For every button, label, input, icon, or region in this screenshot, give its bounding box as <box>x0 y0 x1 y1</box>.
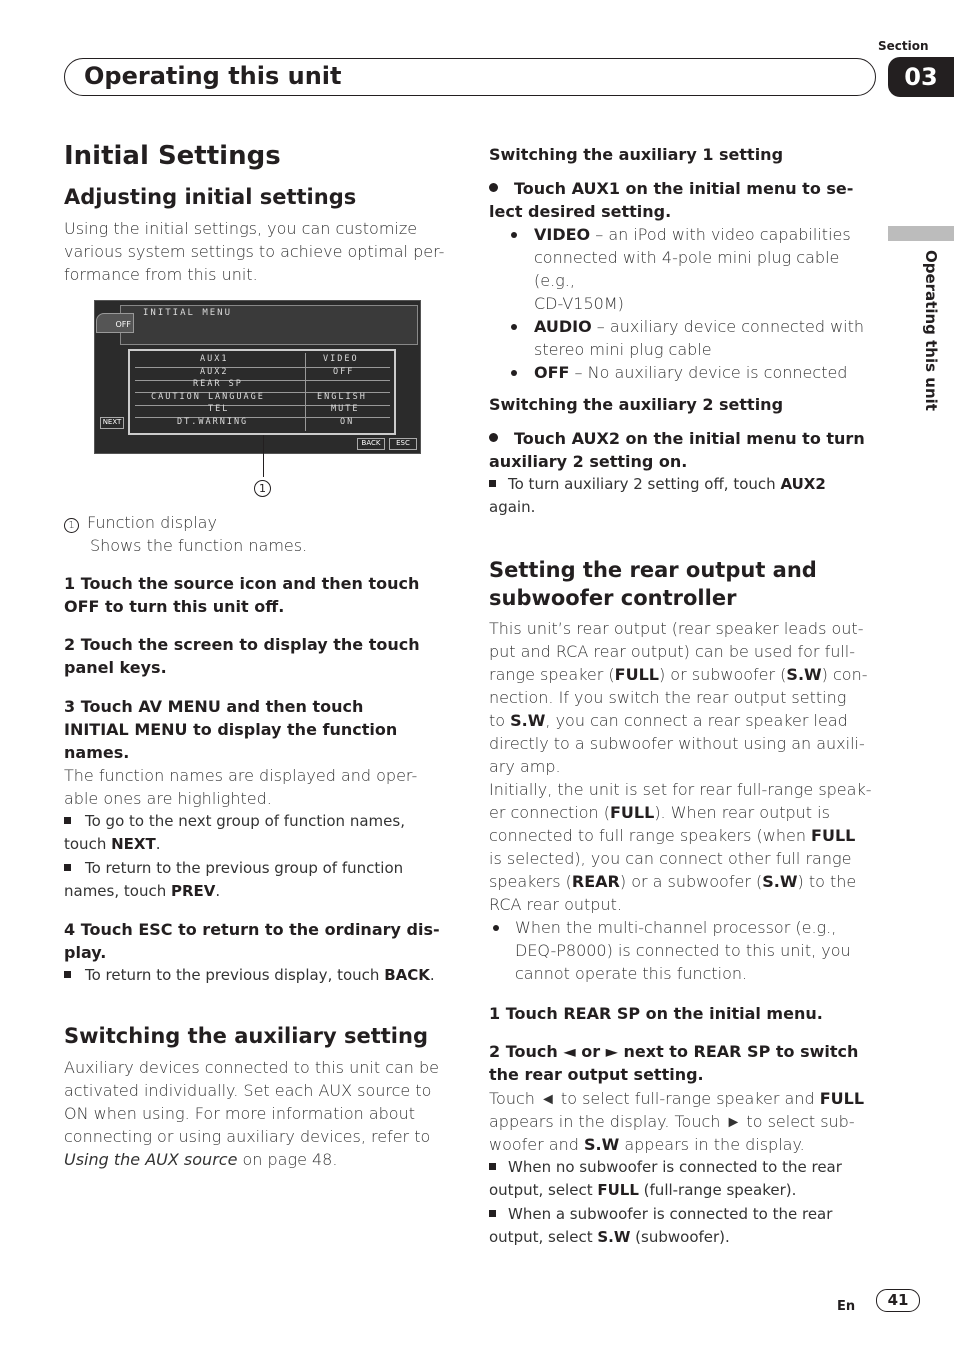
screen-title: INITIAL MENU <box>143 308 233 318</box>
screen-row: DT.WARNING ON <box>177 417 355 427</box>
rear-paragraph: This unit’s rear output (rear speaker leads out- put and RCA rear output) can be used for full- range speaker (FULL) or subwoofer (S.W) con- nection. If you switch the rear output setting to S.W, you can connect a rear speaker lead directly to a subwoofer without using an auxili- ary amp. Initially, the unit is set for rear full-range speak- er connection (FULL). When rear output is connected to full range speakers (when FULL is selected), you can connect other full range speakers (REAR) or a subwoofer (S.W) to the RCA rear output. When the multi-channel processor (e.g., DEQ-P8000) is connected to this unit, you cannot operate this function. <box>489 619 872 983</box>
callout-marker: 1 <box>254 477 271 497</box>
aux1-options: VIDEO – an iPod with video capabilities connected with 4-pole mini plug cable (e.g., CD-V150M) AUDIO – auxiliary device connected with stereo mini plug cable OFF – No auxiliary device is connected <box>489 223 879 384</box>
note-back: To return to the previous display, touch BACK. <box>64 964 454 987</box>
note-no-subwoofer: When no subwoofer is connected to the rear output, select FULL (full-range speaker). <box>489 1158 842 1199</box>
intro-paragraph: Using the initial settings, you can customize various system settings to achieve optimal per- formance from this unit. <box>64 219 445 284</box>
screen-row: AUX2 OFF <box>200 367 355 377</box>
aux2-step: Touch AUX2 on the initial menu to turn auxiliary 2 setting on. <box>489 429 865 471</box>
step-3: 3 Touch AV MENU and then touch INITIAL MENU to display the function names. <box>64 697 398 762</box>
footer-language: En <box>837 1299 856 1314</box>
aux2-note: To turn auxiliary 2 setting off, touch AUX2 again. <box>489 475 826 516</box>
heading-aux2: Switching the auxiliary 2 setting <box>489 395 784 414</box>
callout-line <box>263 435 264 477</box>
rear-step-2: 2 Touch ◄ or ► next to REAR SP to switch the rear output setting. <box>489 1042 859 1084</box>
screen-next-button: NEXT <box>100 417 124 429</box>
screen-off-button: OFF <box>96 313 134 333</box>
screen-esc-button: ESC <box>389 438 417 450</box>
page-title: Initial Settings <box>64 141 281 171</box>
side-tab-marker <box>888 226 954 241</box>
note-prev: To return to the previous group of function names, touch PREV. <box>64 859 404 900</box>
screen-back-button: BACK <box>357 438 385 450</box>
rear-step-1: 1 Touch REAR SP on the initial menu. <box>489 1004 823 1023</box>
heading-adjusting: Adjusting initial settings <box>64 185 357 209</box>
step-1: 1 Touch the source icon and then touch OFF to turn this unit off. <box>64 574 420 616</box>
aux1-step: Touch AUX1 on the initial menu to se- lect desired setting. <box>489 179 854 221</box>
screen-row: TEL MUTE <box>208 404 360 414</box>
screen-title-bar <box>120 305 418 345</box>
rear-step-2-body: Touch ◄ to select full-range speaker and FULL appears in the display. Touch ► to select sub- woofer and S.W appears in the display. <box>489 1089 865 1154</box>
section-label: Section <box>878 39 929 53</box>
screen-row: REAR SP <box>193 379 243 389</box>
page-header-title: Operating this unit <box>84 62 342 90</box>
legend: 1 Function display Shows the function names. <box>64 511 454 557</box>
note-subwoofer: When a subwoofer is connected to the rear output, select S.W (subwoofer). <box>489 1205 833 1246</box>
heading-rear-output: Setting the rear output and subwoofer controller <box>489 558 817 610</box>
note-next: To go to the next group of function names, touch NEXT. <box>64 812 405 853</box>
step-2: 2 Touch the screen to display the touch panel keys. <box>64 635 420 677</box>
side-tab-label: Operating this unit <box>922 250 940 411</box>
section-number-badge: 03 <box>888 57 954 97</box>
step-3-body: The function names are displayed and oper- able ones are highlighted. <box>64 766 418 808</box>
page-number: 41 <box>876 1289 920 1312</box>
heading-aux1: Switching the auxiliary 1 setting <box>489 145 784 164</box>
step-4: 4 Touch ESC to return to the ordinary dis- play. <box>64 920 440 962</box>
screen-row: AUX1 VIDEO <box>200 354 359 364</box>
screen-row: CAUTION LANGUAGE ENGLISH <box>151 392 367 402</box>
aux-paragraph: Auxiliary devices connected to this unit can be activated individually. Set each AUX source to ON when using. For more information about connecting or using auxiliary devices, refer to Using the AUX source on page 48. <box>64 1058 440 1169</box>
heading-switching-aux: Switching the auxiliary setting <box>64 1024 428 1048</box>
